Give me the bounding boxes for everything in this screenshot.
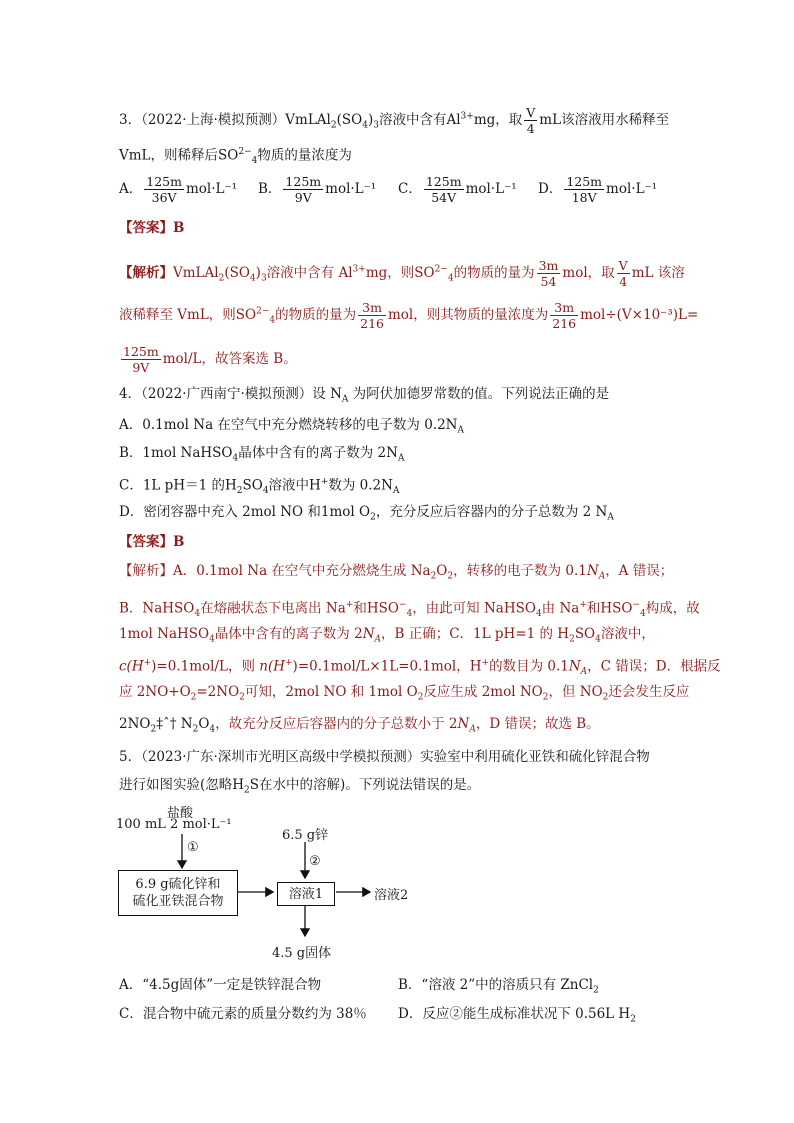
q5-option-b: B．“溶液 2”中的溶质只有 ZnCl$_2$ (398, 977, 599, 996)
q4-stem: 4．（2022·广西南宁·模拟预测）设 $N_A$ 为阿伏加德罗常数的值。下列说法正确的是 (119, 386, 610, 405)
q3-answer: 【答案】B (119, 220, 185, 236)
q4-analysis-line5: 应 $2NO+O_2=2NO_2$可知，2mol NO 和 1mol $O_2$反应生成 2mol $NO_2$，但 $NO_2$还会发生反应 (119, 684, 690, 703)
q3-option-c: C． $\frac{125m}{54V}$ mol·L⁻¹ (398, 174, 517, 205)
step2-marker: ② (309, 854, 321, 869)
acid-amount-label: 100 mL 2 mol·L⁻¹ (116, 817, 232, 832)
q4-option-c: C．1L pH＝1 的$H_2SO_4$溶液中H+数为 $0.2N_A$ (119, 477, 400, 497)
q4-option-a: A．0.1mol Na 在空气中充分燃烧转移的电子数为 $0.2N_A$ (119, 417, 464, 436)
q4-analysis-line6: $2NO_2\ddagger ˆ\dagger$ $N_2O_4$，故充分反应后容器内的分子总数小于 $2N_A$，D 错误；故选 B。 (119, 716, 600, 735)
mixture-box: 6.9 g硫化锌和 硫化亚铁混合物 (118, 870, 238, 916)
q5-stem-line2: 进行如图实验(忽略$H_2S$在水中的溶解)。下列说法错误的是。 (119, 777, 481, 796)
q3-option-d: D． $\frac{125m}{18V}$ mol·L⁻¹ (538, 174, 658, 205)
q5-option-d: D．反应②能生成标准状况下 0.56L $H_2$ (398, 1006, 636, 1025)
q3-option-a: A． $\frac{125m}{36V}$ mol·L⁻¹ (119, 174, 238, 205)
q5-stem-line1: 5．（2023·广东·深圳市光明区高级中学模拟预测）实验室中利用硫化亚铁和硫化锌混合物 (119, 749, 650, 765)
q3-analysis-line1: 【解析】$VmLAl_2(SO_4)_3$溶液中含有 $Al^{3+}mg$，则$SO^{2-}_4$的物质的量为 $\frac{3m}{54}$ mol，取 $\frac{V}{4}$ mL 该溶 (119, 258, 685, 289)
q3-analysis-line2: 液稀释至 VmL，则$SO^{2-}_4$的物质的量为 $\frac{3m}{216}$ mol，则其物质的量浓度为 $\frac{3m}{216}$ mol÷(V×10⁻³)L= (119, 300, 699, 331)
q3-stem-line2: VmL，则稀释后$SO^{2-}_4$物质的量浓度为 (119, 147, 352, 167)
q5-option-c: C．混合物中硫元素的质量分数约为 38％ (119, 1006, 367, 1022)
q4-answer: 【答案】B (119, 534, 185, 550)
step1-marker: ① (187, 840, 199, 855)
q4-analysis-line4: c(H+)=0.1mol/L，则 n(H+)=0.1mol/L×1L=0.1mol，H+的数目为 $0.1N_A$，C 错误；D．根据反 (119, 658, 721, 678)
q4-analysis-line3: 1mol NaHSO$_4$晶体中含有的离子数为 $2N_A$，B 正确；C．1L pH=1 的 $H_2SO_4$溶液中， (119, 626, 655, 645)
q4-option-d: D．密闭容器中充入 2mol NO 和1mol $O_2$，充分反应后容器内的分子总数为 2 $N_A$ (119, 504, 614, 523)
solid-label: 4.5 g固体 (272, 946, 332, 961)
q4-option-b: B．1mol NaHSO$_4$晶体中含有的离子数为 $2N_A$ (119, 445, 405, 464)
q3-option-b: B． $\frac{125m}{9V}$ mol·L⁻¹ (258, 174, 377, 205)
acid-label: 盐酸 (167, 806, 194, 821)
q4-analysis-line2: B．NaHSO$_4$在熔融状态下电离出 Na+和$HSO^-_4$，由此可知 NaHSO$_4$由 Na+和$HSO^-_4$构成，故 (119, 600, 700, 620)
q4-analysis-line1: 【解析】A．0.1mol Na 在空气中充分燃烧生成 $Na_2O_2$，转移的电子数为 $0.1N_A$，A 错误； (119, 563, 674, 582)
solution1-box: 溶液1 (277, 882, 335, 906)
q3-stem-line1: 3．（2022·上海·模拟预测）$VmLAl_2(SO_4)_3$溶液中含有$Al^{3+}mg$，取 $\frac{V}{4}$ mL该溶液用水稀释至 (119, 105, 670, 136)
solution2-label: 溶液2 (374, 888, 409, 903)
q5-option-a: A．“4.5g固体”一定是铁锌混合物 (119, 977, 322, 993)
experiment-flow-diagram (110, 808, 450, 968)
q3-analysis-line3: $\frac{125m}{9V}$ mol/L，故答案选 B。 (123, 344, 297, 375)
zinc-label: 6.5 g锌 (282, 828, 329, 843)
